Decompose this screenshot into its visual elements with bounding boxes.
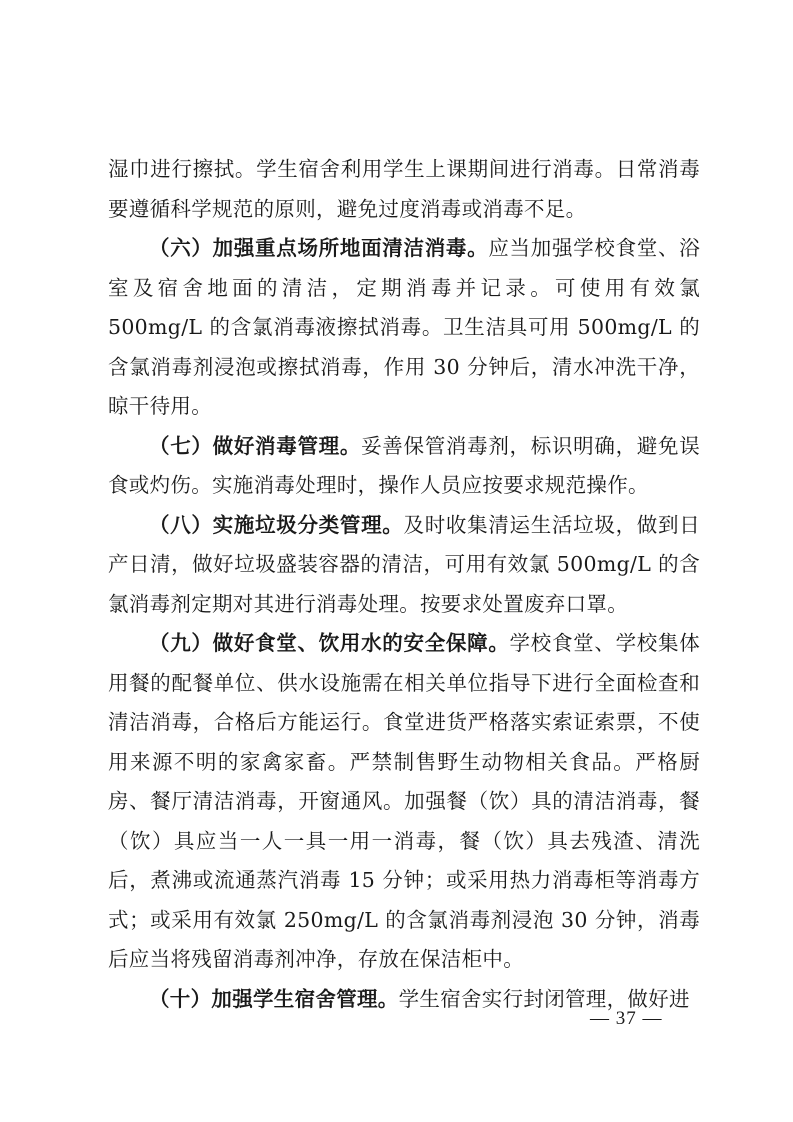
paragraph-text: 及时收集清运生活垃圾，做到日产日清，做好垃圾盛装容器的清洁，可用有效氯 500mg/L 的含氯消毒剂定期对其进行消毒处理。按要求处置废弃口罩。 [108,512,700,616]
section-heading: （九）做好食堂、饮用水的安全保障。 [149,631,510,655]
paragraph-section-6 [108,229,700,427]
paragraph-continuation [108,150,700,229]
document-body [108,150,700,1019]
paragraph-section-7 [108,427,700,506]
paragraph-text: 妥善保管消毒剂，标识明确，避免误食或灼伤。实施消毒处理时，操作人员应按要求规范操作。 [108,433,700,497]
paragraph-section-9 [108,624,700,980]
page-number: — 37 — [590,1008,663,1029]
paragraph-text: 学校食堂、学校集体用餐的配餐单位、供水设施需在相关单位指导下进行全面检查和清洁消毒，合格后方能运行。食堂进货严格落实索证索票，不使用来源不明的家禽家畜。严禁制售野生动物相关食品。严格厨房、餐厅清洁消毒，开窗通风。加强餐（饮）具的清洁消毒，餐（饮）具应当一人一具一用一消毒，餐（饮）具去残渣、清洗后，煮沸或流通蒸汽消毒 15 分钟；或采用热力消毒柜等消毒方式；或采用有效氯 250mg/L 的含氯消毒剂浸泡 30 分钟，消毒后应当将残留消毒剂冲净，存放在保洁柜中。 [108,631,700,971]
section-heading: （十）加强学生宿舍管理。 [149,986,399,1011]
section-heading: （七）做好消毒管理。 [149,433,362,458]
paragraph-section-8 [108,506,700,625]
paragraph-text: 学生宿舍实行封闭管理，做好进 [398,986,690,1011]
paragraph-text: 应当加强学校食堂、浴室及宿舍地面的清洁，定期消毒并记录。可使用有效氯 500mg/L 的含氯消毒液擦拭消毒。卫生洁具可用 500mg/L 的含氯消毒剂浸泡或擦拭消毒，作用 30 分钟后，清水冲洗干净，晾干待用。 [108,236,700,418]
paragraph-text: 湿巾进行擦拭。学生宿舍利用学生上课期间进行消毒。日常消毒要遵循科学规范的原则，避免过度消毒或消毒不足。 [108,157,700,221]
section-heading: （六）加强重点场所地面清洁消毒。 [149,236,489,260]
section-heading: （八）实施垃圾分类管理。 [149,512,404,537]
